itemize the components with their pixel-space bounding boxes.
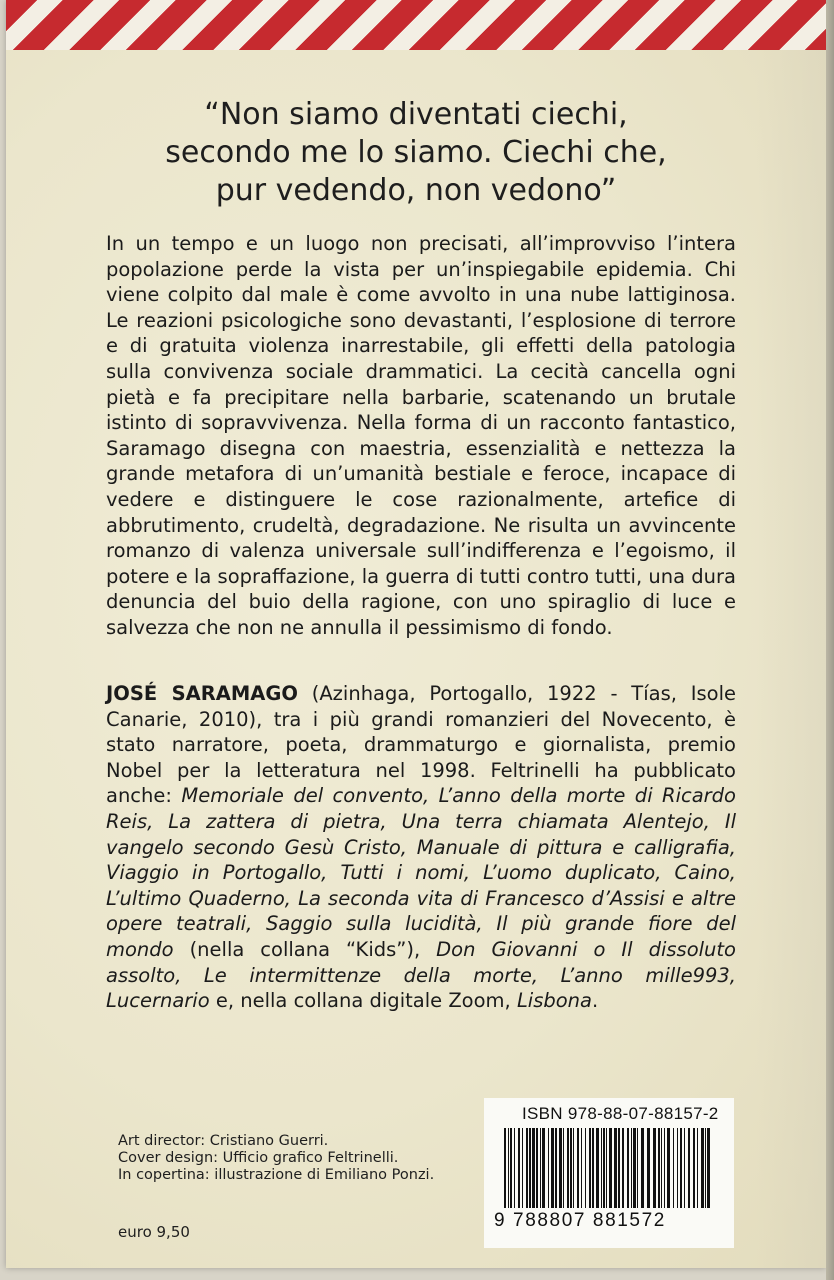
bio-titles: Memoriale del convento, L’anno della morte di Ricardo Reis, La zattera di pietra, Una terra chiamata Alentejo, Il vangelo secondo Gesù Cristo, Manuale di pittura e calligrafia, Viaggio in Portogallo, Tutti i nomi, L’uomo duplicato, Caino, L’ultimo Quaderno, La seconda vita di Francesco d’Assisi e altre opere teatrali, Saggio sulla lucidità, Il più grande fiore del mondo [106, 784, 736, 961]
bio-text: (Azinhaga, Portogallo, 1922 - Tías, Isole Canarie, 2010), tra i più grandi romanzieri del Novecento, è stato narratore, poeta, drammaturgo e giornalista, premio Nobel per la letteratura nel 1998. Feltrinelli ha pubblicato anche: [106, 682, 736, 808]
spine-edge [826, 0, 834, 1280]
quote-line: “Non siamo diventati ciechi, [204, 97, 628, 132]
bio-text: e, nella collana digitale Zoom, [209, 989, 517, 1013]
credits [118, 1133, 434, 1184]
quote-line: secondo me lo siamo. Ciechi che, [165, 135, 667, 170]
barcode-digits: 9 788807 881572 [494, 1210, 666, 1231]
isbn-barcode-block [484, 1098, 734, 1248]
bio-titles: Lisbona [516, 989, 592, 1013]
isbn-label: ISBN 978-88-07-88157-2 [522, 1104, 719, 1123]
price-label: euro 9,50 [118, 1223, 190, 1241]
bio-text: (nella collana “Kids”), [173, 937, 437, 961]
credit-line: Cover design: Ufficio grafico Feltrinelli. [118, 1150, 399, 1166]
quote-line: pur vedendo, non vedono” [215, 173, 617, 208]
pull-quote [6, 96, 826, 210]
author-name: JOSÉ SARAMAGO [106, 682, 298, 705]
credit-line: In copertina: illustrazione di Emiliano Ponzi. [118, 1167, 435, 1183]
red-striped-band [6, 0, 826, 50]
author-biography [106, 681, 736, 1014]
spine-shadow [756, 50, 826, 1268]
credit-line: Art director: Cristiano Guerri. [118, 1133, 329, 1149]
bio-titles: Don Giovanni o Il dissoluto assolto, Le intermittenze della morte, L’anno mille993, Lucernario [106, 937, 736, 1013]
synopsis-paragraph: In un tempo e un luogo non precisati, all’improvviso l’intera popolazione perde la vista per un’inspiegabile epidemia. Chi viene colpito dal male è come avvolto in una nube lattiginosa. Le reazioni psicologiche sono devastanti, l’esplosione di terrore e di gratuita violenza inarrestabile, gli effetti della patologia sulla convivenza sociale drammatici. La cecità cancella ogni pietà e fa precipitare nella barbarie, scatenando un brutale istinto di sopravvivenza. Nella forma di un racconto fantastico, Saramago disegna con maestria, essenzialità e nettezza la grande metafora di un’umanità bestiale e feroce, incapace di vedere e distinguere le cose razionalmente, artefice di abbrutimento, crudeltà, degradazione. Ne risulta un avvincente romanzo di valenza universale sull’indifferenza e l’egoismo, il potere e la sopraffazione, la guerra di tutti contro tutti, una dura denuncia del buio della ragione, con uno spiraglio di luce e salvezza che non ne annulla il pessimismo di fondo. [106, 232, 736, 639]
bio-text: . [592, 989, 599, 1013]
book-back-cover [6, 0, 826, 1268]
